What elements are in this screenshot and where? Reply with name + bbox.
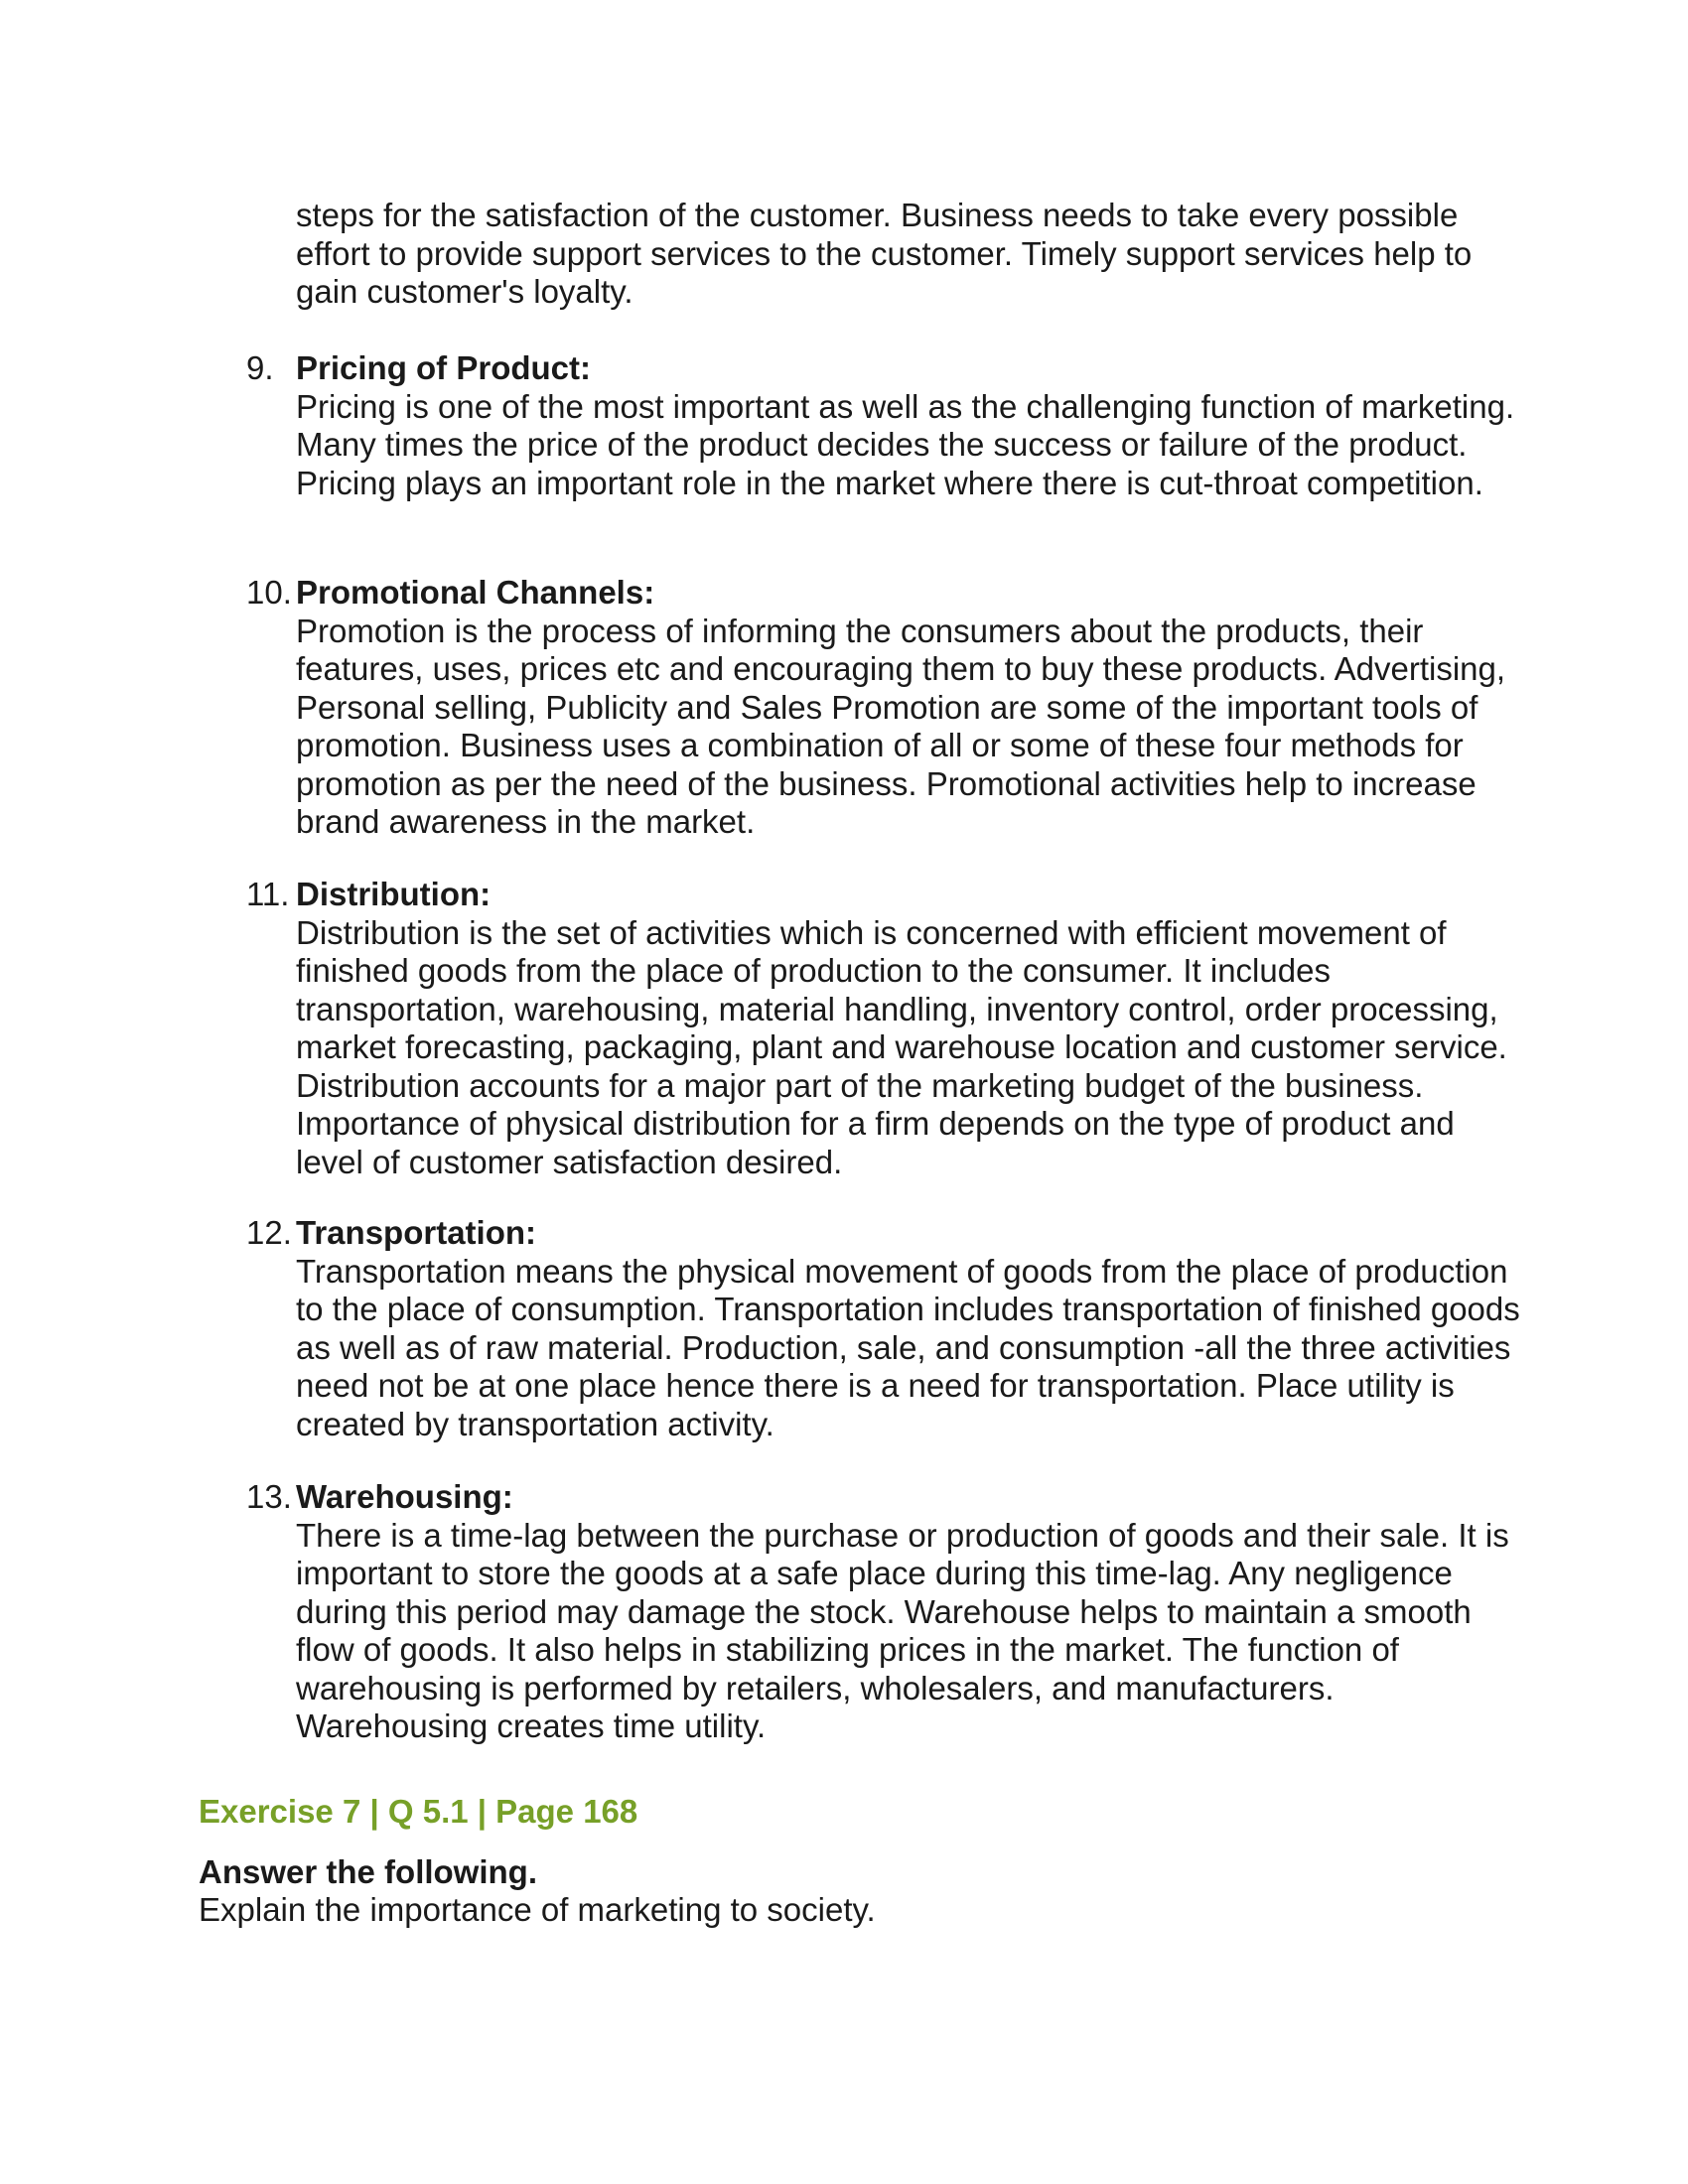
item-number: 10. <box>246 574 292 611</box>
item-heading: Warehousing: <box>296 1478 513 1515</box>
question-text: Explain the importance of marketing to society. <box>199 1891 876 1928</box>
item-number: 12. <box>246 1214 292 1251</box>
item-heading: Promotional Channels: <box>296 574 655 611</box>
item-body: Pricing is one of the most important as well as the challenging function of marketing. Many times the price of the product decides the success or failure of the product. Pricing plays an important role in the market where there is cut-throat competition. <box>296 387 1515 501</box>
exercise-reference: Exercise 7 | Q 5.1 | Page 168 <box>199 1793 638 1830</box>
item-number: 11. <box>246 876 290 912</box>
item-number: 9. <box>246 349 274 386</box>
item-body: Distribution is the set of activities which is concerned with efficient movement of finished goods from the place of production to the consumer. It includes transportation, warehousing, material handling, inventory control, order processing, market forecasting, packaging, plant and warehouse location and customer service. Distribution accounts for a major part of the marketing budget of the business. Importance of physical distribution for a firm depends on the type of product and level of customer satisfaction desired. <box>296 913 1507 1180</box>
continuation-paragraph: steps for the satisfaction of the customer. Business needs to take every possible effort to provide support services to the customer. Timely support services help to gain customer's loyalty. <box>296 197 1473 310</box>
item-number: 13. <box>246 1478 292 1515</box>
item-heading: Pricing of Product: <box>296 349 591 386</box>
item-heading: Transportation: <box>296 1214 537 1251</box>
item-body: There is a time-lag between the purchase or production of goods and their sale. It is important to store the goods at a safe place during this time-lag. Any negligence during this period may damage the stock. Warehouse helps to maintain a smooth flow of goods. It also helps in stabilizing prices in the market. The function of warehousing is performed by retailers, wholesalers, and manufacturers. Warehousing creates time utility. <box>296 1516 1509 1744</box>
answer-heading: Answer the following. <box>199 1853 538 1890</box>
item-heading: Distribution: <box>296 876 492 912</box>
item-body: Transportation means the physical movement of goods from the place of production to the place of consumption. Transportation includes transportation of finished goods as well as of raw material. Production, sale, and consumption -all the three activities need not be at one place hence there is a need for transportation. Place utility is created by transportation activity. <box>296 1252 1520 1442</box>
item-body: Promotion is the process of informing the consumers about the products, their features, uses, prices etc and encouraging them to buy these products. Advertising, Personal selling, Publicity and Sales Promotion are some of the important tools of promotion. Business uses a combination of all or some of these four methods for promotion as per the need of the business. Promotional activities help to increase brand awareness in the market. <box>296 612 1506 840</box>
